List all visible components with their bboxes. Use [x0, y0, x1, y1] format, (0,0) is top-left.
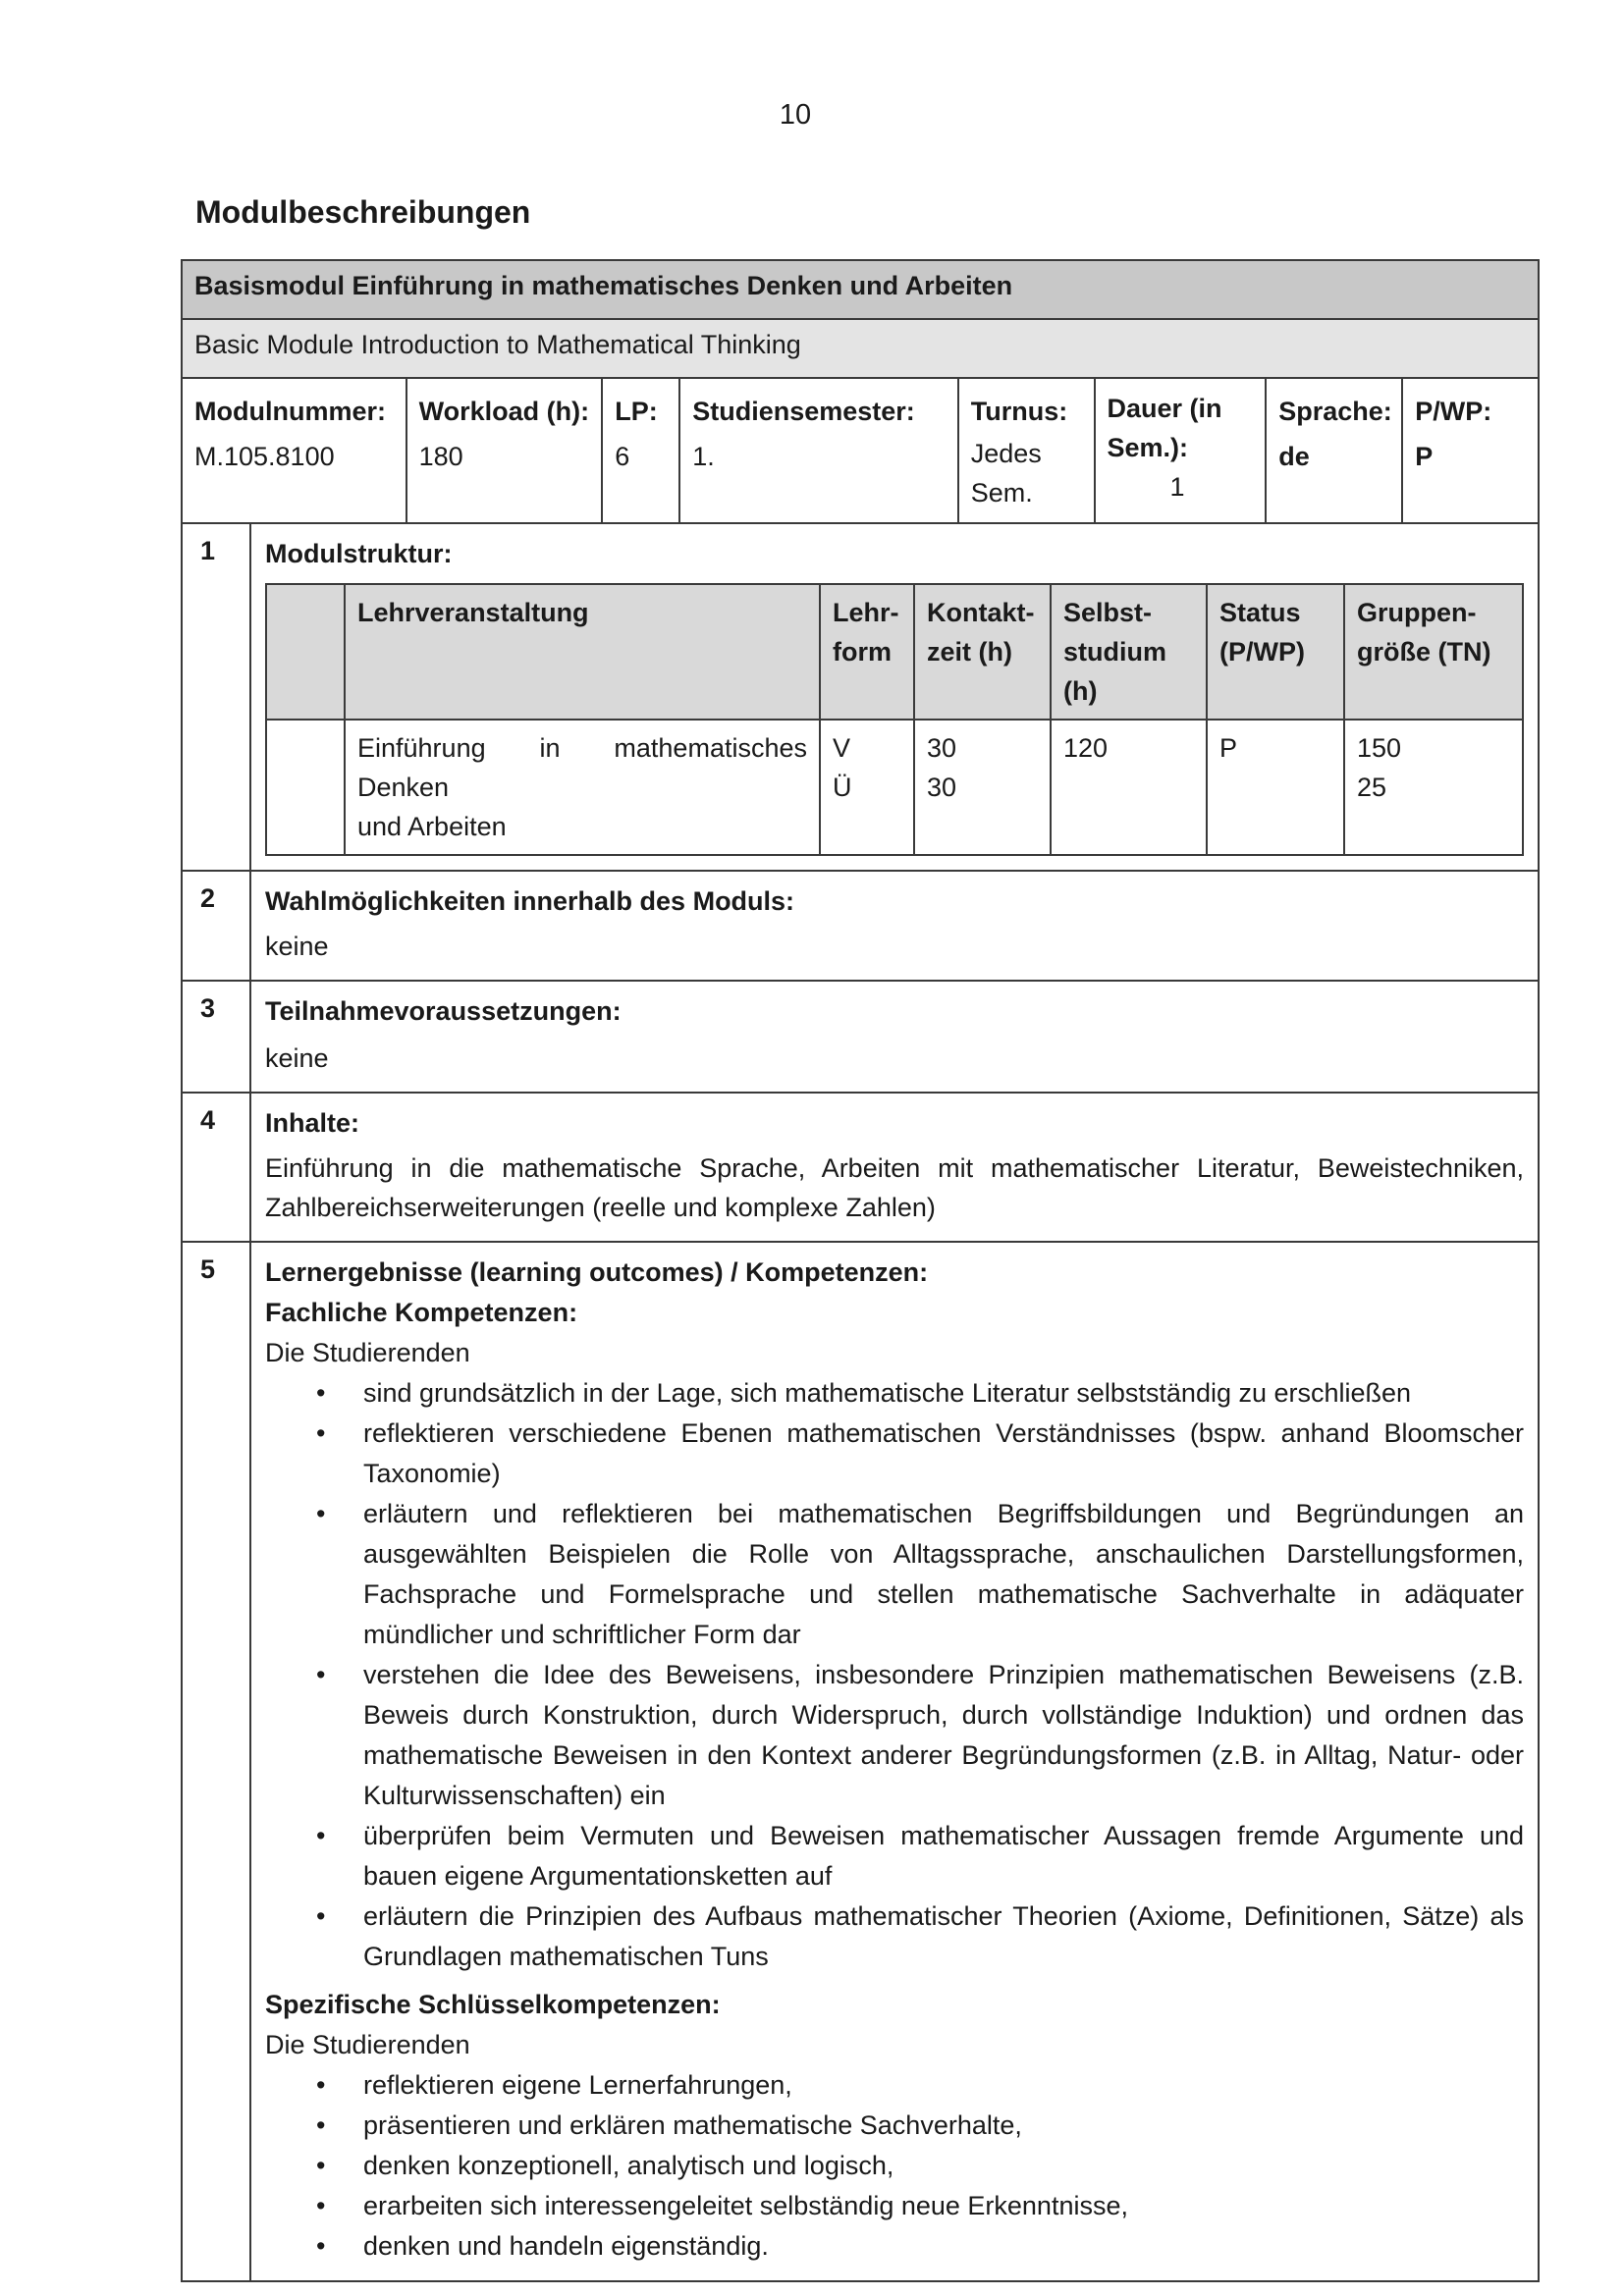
cell-status: P — [1207, 720, 1344, 855]
workload-label: Workload (h): — [418, 397, 590, 426]
schluesselkompetenzen-intro: Die Studierenden — [265, 2030, 470, 2059]
empty-row-cell — [266, 720, 345, 855]
sprache-value: de — [1278, 442, 1310, 471]
header-lehrform-2: form — [833, 637, 892, 667]
cell-selbststudium: 120 — [1051, 720, 1207, 855]
section-1-heading: Modulstruktur: — [265, 539, 453, 568]
schluesselkompetenzen-heading: Spezifische Schlüsselkompetenzen: — [265, 1990, 721, 2019]
kontaktzeit-ue: 30 — [927, 773, 957, 802]
header-kontakt-1: Kontakt- — [927, 598, 1035, 627]
lehrveranstaltung-line-1: Einführung in mathematisches Denken — [357, 733, 807, 802]
section-1-number: 1 — [182, 523, 250, 871]
empty-header-cell — [266, 584, 345, 720]
header-status-2: (P/WP) — [1219, 637, 1305, 667]
section-4-content — [250, 1093, 1539, 1242]
schluesselkompetenzen-list — [265, 2065, 1524, 2267]
module-meta-row — [182, 378, 1539, 523]
meta-studiensemester — [680, 379, 959, 522]
modulnummer-value: M.105.8100 — [194, 442, 335, 471]
pwp-value: P — [1415, 442, 1434, 471]
section-2-text: keine — [265, 932, 329, 961]
turnus-value-2: Sem. — [970, 478, 1033, 507]
lehrform-ue: Ü — [833, 773, 852, 802]
list-item: • sind grundsätzlich in der Lage, sich mathematische Literatur selbstständig zu erschließen — [316, 1373, 1524, 1414]
dauer-label-2: Sem.): — [1107, 433, 1189, 462]
meta-workload — [407, 379, 604, 522]
section-4-text: Einführung in die mathematische Sprache, Arbeiten mit mathematischer Literatur, Beweistechniken, Zahlbereichserweiterungen (reelle und komplexe Zahlen) — [265, 1153, 1524, 1222]
meta-dauer — [1096, 379, 1268, 522]
lehrform-v: V — [833, 733, 851, 763]
header-kontakt-2: zeit (h) — [927, 637, 1012, 667]
list-item: • denken und handeln eigenständig. — [316, 2226, 1524, 2267]
section-5-content — [250, 1242, 1539, 2281]
section-1-content — [250, 523, 1539, 871]
modulnummer-label: Modulnummer: — [194, 397, 386, 426]
modulstruktur-table — [265, 583, 1524, 856]
header-selbststudium — [1051, 584, 1207, 720]
section-2-content — [250, 871, 1539, 981]
modulstruktur-header-row — [266, 584, 1523, 720]
lehrveranstaltung-line-2: und Arbeiten — [357, 812, 507, 841]
cell-gruppengroesse — [1344, 720, 1523, 855]
section-3-text: keine — [265, 1043, 329, 1073]
gruppe-v: 150 — [1357, 733, 1402, 763]
cell-kontaktzeit — [914, 720, 1051, 855]
header-selbst-2: studium — [1063, 637, 1166, 667]
turnus-label: Turnus: — [970, 397, 1068, 426]
fachliche-kompetenzen-heading: Fachliche Kompetenzen: — [265, 1298, 578, 1327]
lp-label: LP: — [615, 397, 658, 426]
header-gruppengroesse — [1344, 584, 1523, 720]
list-item: • denken konzeptionell, analytisch und logisch, — [316, 2146, 1524, 2186]
section-3-heading: Teilnahmevoraussetzungen: — [265, 996, 622, 1026]
section-4-number: 4 — [182, 1093, 250, 1242]
header-gruppe-1: Gruppen- — [1357, 598, 1477, 627]
list-item: • reflektieren eigene Lernerfahrungen, — [316, 2065, 1524, 2106]
list-item: • erarbeiten sich interessengeleitet selbständig neue Erkenntnisse, — [316, 2186, 1524, 2226]
fachliche-kompetenzen-list — [265, 1373, 1524, 1977]
list-item: • erläutern die Prinzipien des Aufbaus mathematischer Theorien (Axiome, Definitionen, Sätze) als Grundlagen mathematischen Tuns — [316, 1896, 1524, 1977]
header-selbst-3: (h) — [1063, 676, 1098, 706]
header-selbst-1: Selbst- — [1063, 598, 1153, 627]
header-lehrform-1: Lehr- — [833, 598, 899, 627]
list-item: • präsentieren und erklären mathematische Sachverhalte, — [316, 2106, 1524, 2146]
turnus-value-1: Jedes — [970, 439, 1042, 468]
fachliche-kompetenzen-intro: Die Studierenden — [265, 1338, 470, 1367]
header-kontaktzeit — [914, 584, 1051, 720]
section-3-content — [250, 981, 1539, 1093]
meta-pwp — [1403, 379, 1538, 522]
header-gruppe-2: größe (TN) — [1357, 637, 1491, 667]
meta-lp — [603, 379, 680, 522]
workload-value: 180 — [418, 442, 463, 471]
header-status — [1207, 584, 1344, 720]
module-title-en: Basic Module Introduction to Mathematical Thinking — [182, 319, 1539, 378]
meta-sprache — [1267, 379, 1403, 522]
studiensemester-label: Studiensemester: — [692, 397, 915, 426]
section-title: Modulbeschreibungen — [195, 194, 531, 230]
list-item: • erläutern und reflektieren bei mathematischen Begriffsbildungen und Begründungen an ausgewählten Beispielen die Rolle von Alltagssprache, anschaulichen Darstellungsformen, Fachsprache und Formelsprache und stellen mathematische Sachverhalte in adäquater mündlicher und schriftlicher Form dar — [316, 1494, 1524, 1655]
lp-value: 6 — [615, 442, 630, 471]
list-item: • reflektieren verschiedene Ebenen mathematischen Verständnisses (bspw. anhand Bloomscher Taxonomie) — [316, 1414, 1524, 1494]
dauer-label-1: Dauer (in — [1107, 394, 1222, 423]
meta-turnus — [959, 379, 1096, 522]
sprache-label: Sprache: — [1278, 397, 1392, 426]
studiensemester-value: 1. — [692, 442, 715, 471]
section-5-number: 5 — [182, 1242, 250, 2281]
module-title-de: Basismodul Einführung in mathematisches Denken und Arbeiten — [182, 260, 1539, 319]
section-5-heading: Lernergebnisse (learning outcomes) / Kompetenzen: — [265, 1257, 929, 1287]
header-lehrform — [820, 584, 914, 720]
section-2-number: 2 — [182, 871, 250, 981]
cell-lehrveranstaltung — [345, 720, 820, 855]
list-item: • überprüfen beim Vermuten und Beweisen mathematischer Aussagen fremde Argumente und bauen eigene Argumentationsketten auf — [316, 1816, 1524, 1896]
section-4-heading: Inhalte: — [265, 1108, 360, 1138]
meta-modulnummer — [183, 379, 407, 522]
modulstruktur-row — [266, 720, 1523, 855]
section-2-heading: Wahlmöglichkeiten innerhalb des Moduls: — [265, 886, 795, 916]
header-lehrveranstaltung: Lehrveranstaltung — [345, 584, 820, 720]
section-3-number: 3 — [182, 981, 250, 1093]
pwp-label: P/WP: — [1415, 397, 1492, 426]
gruppe-ue: 25 — [1357, 773, 1387, 802]
cell-lehrform — [820, 720, 914, 855]
page-number: 10 — [779, 99, 812, 131]
module-table — [181, 259, 1540, 2282]
header-status-1: Status — [1219, 598, 1301, 627]
dauer-value: 1 — [1169, 472, 1185, 502]
kontaktzeit-v: 30 — [927, 733, 957, 763]
list-item: • verstehen die Idee des Beweisens, insbesondere Prinzipien mathematischen Beweisens (z.B. Beweis durch Konstruktion, durch Widerspruch, durch vollständige Induktion) und ordnen das mathematische Beweisen in den Kontext anderer Begründungsformen (z.B. in Alltag, Natur- oder Kulturwissenschaften) ein — [316, 1655, 1524, 1816]
